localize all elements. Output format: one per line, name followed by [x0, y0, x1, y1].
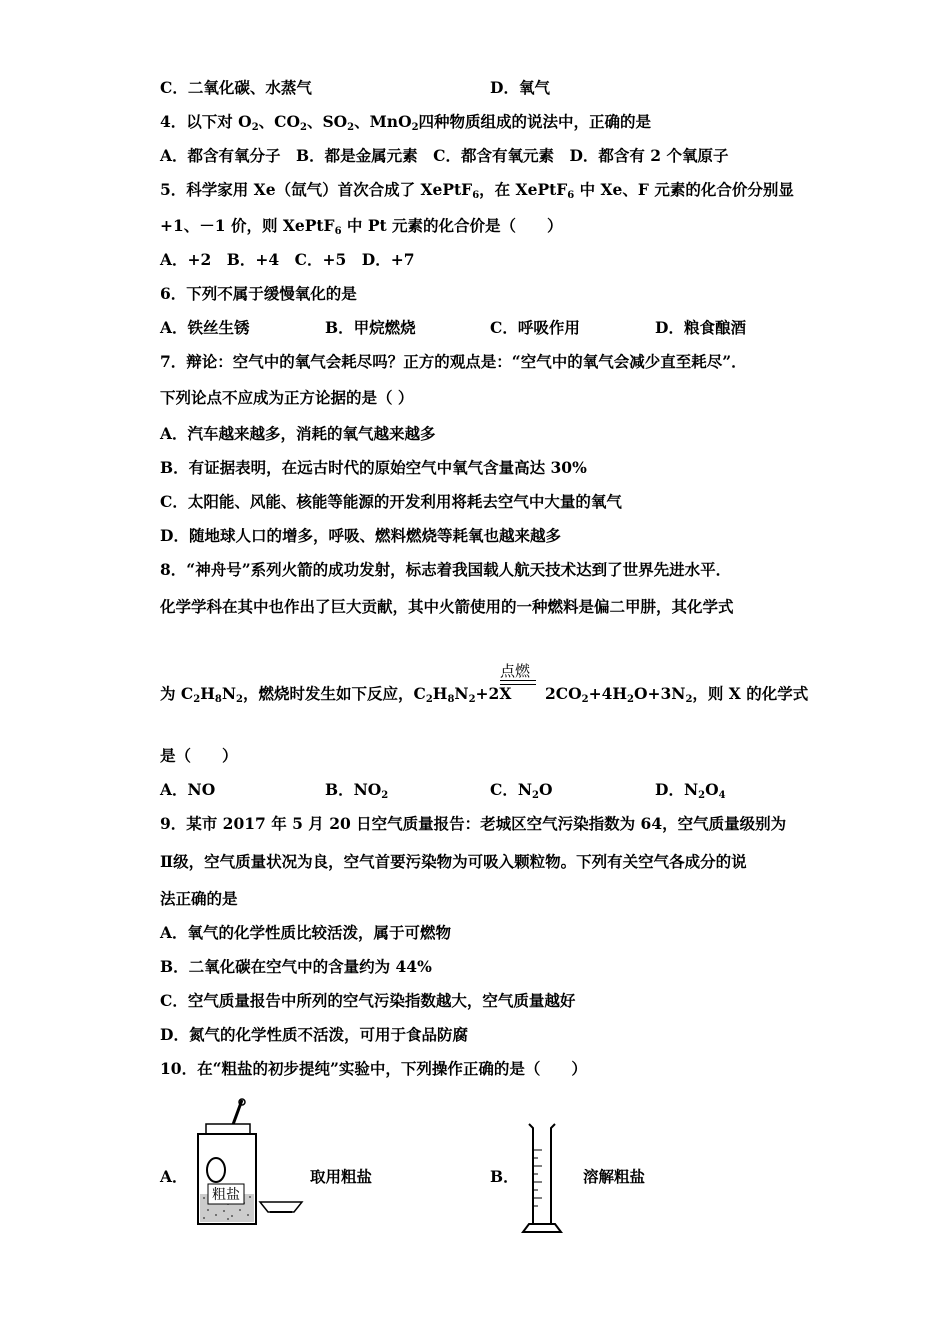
q9-stem-line1: 9．某市 2017 年 5 月 20 日空气质量报告：老城区空气污染指数为 64，空气质量级别为 [160, 814, 787, 833]
q10-option-b-caption: 溶解粗盐 [583, 1167, 646, 1186]
q7-option-c: C．太阳能、风能、核能等能源的开发利用将耗去空气中大量的氧气 [160, 492, 622, 511]
q5-options: A．+2 B．+4 C．+5 D．+7 [160, 250, 415, 269]
q9-option-c: C．空气质量报告中所列的空气污染指数越大，空气质量越好 [160, 991, 576, 1010]
q8-option-b: B．$NO_2$ [325, 780, 389, 801]
q7-option-d: D．随地球人口的增多，呼吸、燃料燃烧等耗氧也越来越多 [160, 526, 561, 545]
jar-label: 粗盐 [212, 1187, 240, 1203]
q3-option-d: D．氧气 [490, 78, 550, 97]
q8-stem-line2: 化学学科在其中也作出了巨大贡献，其中火箭使用的一种燃料是偏二甲肼，其化学式 [160, 597, 734, 616]
q8-reactants: 为 $C_2H_8N_2$，燃烧时发生如下反应，$C_2H_8N_2+2X$ [160, 684, 512, 705]
q8-option-d: D．$N_2O_4$ [655, 780, 726, 801]
q6-option-b: B．甲烷燃烧 [325, 318, 416, 337]
q10-option-a-caption: 取用粗盐 [310, 1167, 373, 1186]
q9-option-b: B．二氧化碳在空气中的含量约为 44% [160, 957, 432, 976]
q8-stem-line4: 是（ ） [160, 746, 238, 765]
salt-jar-figure [190, 1098, 310, 1232]
reaction-condition: 点燃 [500, 662, 531, 680]
q9-stem-line2: Ⅱ级，空气质量状况为良，空气首要污染物为可吸入颗粒物。下列有关空气各成分的说 [160, 852, 747, 871]
q5-stem-line2: +1、－1 价，则 XePtF$_6$ 中 Pt 元素的化合价是（ ） [160, 216, 563, 237]
q10-option-a-letter: A． [160, 1167, 188, 1186]
q4-stem: 4．以下对 $O_2$、$CO_2$、$SO_2$、MnO$_2$四种物质组成的说法中，正确的是 [160, 112, 652, 133]
q6-option-a: A．铁丝生锈 [160, 318, 250, 337]
graduated-cylinder-figure [515, 1120, 565, 1240]
q7-stem-line2: 下列论点不应成为正方论据的是（ ） [160, 388, 414, 407]
q10-option-b-letter: B． [490, 1167, 519, 1186]
reaction-arrow-line1 [500, 680, 536, 681]
q9-stem-line3: 法正确的是 [160, 889, 238, 908]
q6-option-c: C．呼吸作用 [490, 318, 580, 337]
q7-option-b: B．有证据表明，在远古时代的原始空气中氧气含量高达 30% [160, 458, 587, 477]
q6-option-d: D．粮食酿酒 [655, 318, 746, 337]
q7-stem-line1: 7．辩论：空气中的氧气会耗尽吗？正方的观点是：“空气中的氧气会减少直至耗尽”． [160, 352, 747, 371]
q4-options: A．都含有氧分子 B．都是金属元素 C．都含有氧元素 D．都含有 2 个氧原子 [160, 146, 729, 165]
q6-stem: 6．下列不属于缓慢氧化的是 [160, 284, 357, 303]
q8-option-a: A．NO [160, 780, 216, 799]
q9-option-a: A．氧气的化学性质比较活泼，属于可燃物 [160, 923, 452, 942]
q8-products: $2CO_2+4H_2O+3N_2$，则 X 的化学式 [545, 684, 809, 705]
q7-option-a: A．汽车越来越多，消耗的氧气越来越多 [160, 424, 436, 443]
q5-stem-line1: 5．科学家用 Xe（氙气）首次合成了 XePtF$_6$，在 XePtF$_6$ 中 Xe、F 元素的化合价分别显 [160, 180, 794, 201]
q10-stem: 10．在“粗盐的初步提纯”实验中，下列操作正确的是（ ） [160, 1059, 587, 1078]
q8-option-c: C．$N_2O$ [490, 780, 553, 801]
q3-option-c: C．二氧化碳、水蒸气 [160, 78, 312, 97]
q8-stem-line1: 8．“神舟号”系列火箭的成功发射，标志着我国载人航天技术达到了世界先进水平． [160, 560, 732, 579]
q9-option-d: D．氮气的化学性质不活泼，可用于食品防腐 [160, 1025, 468, 1044]
